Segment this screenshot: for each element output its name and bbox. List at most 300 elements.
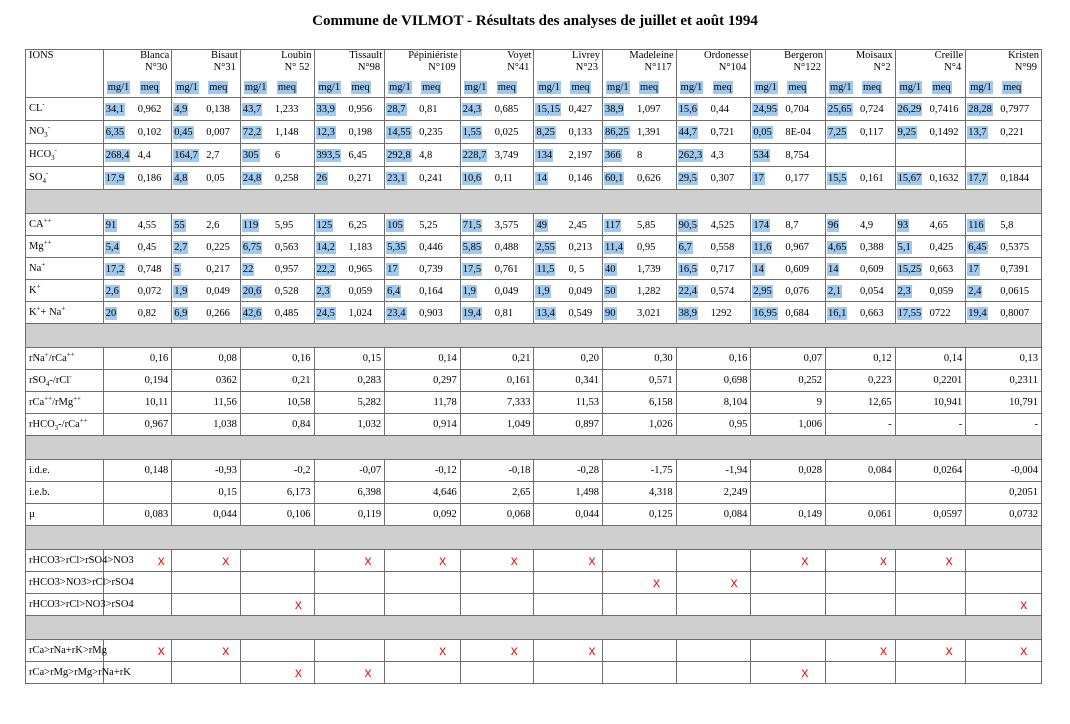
value-cell — [534, 214, 603, 236]
value-meq: 0,11 — [494, 173, 513, 184]
anion-orders-row — [26, 572, 1042, 594]
value-meq: 5,95 — [274, 220, 294, 231]
ratio-value: 0,252 — [751, 370, 826, 392]
value-mg: 2,6 — [105, 286, 119, 297]
value-mg: 24,95 — [753, 104, 777, 115]
site-name: Loubin — [281, 50, 312, 61]
value-meq: 0,1844 — [1000, 173, 1030, 184]
value-cell — [240, 121, 314, 144]
value-meq: 0,663 — [929, 264, 954, 275]
value-cell — [172, 280, 241, 302]
value-meq: 6 — [274, 150, 281, 161]
site-name: Moisaux — [855, 50, 893, 61]
value-meq: 0,5375 — [1000, 242, 1030, 253]
separator — [26, 526, 1042, 550]
ratio-base: rHCO — [29, 418, 55, 430]
value-meq: 4,3 — [710, 150, 724, 161]
value-meq: 0,1492 — [929, 127, 959, 138]
ion-charge: - — [45, 169, 49, 178]
value-meq: 2,45 — [568, 220, 587, 231]
separator — [26, 190, 1042, 214]
ratio-value: 5,282 — [314, 392, 385, 414]
row-label — [26, 98, 104, 121]
value-cell — [460, 214, 534, 236]
value-cell — [825, 121, 895, 144]
index-value: 0,092 — [385, 504, 461, 526]
value-mg: 93 — [897, 220, 909, 231]
value-cell — [603, 167, 677, 190]
ratio-base: rCa — [29, 396, 45, 408]
mark-cell — [751, 594, 826, 616]
value-mg: 2,95 — [753, 286, 772, 297]
value-meq: 0,225 — [206, 242, 230, 253]
value-meq: 0,903 — [419, 308, 443, 319]
mark-cell — [676, 662, 751, 684]
value-cell — [534, 236, 603, 258]
unit-labels — [107, 81, 169, 94]
site-header — [895, 50, 966, 98]
index-value: -1,75 — [603, 460, 677, 482]
value-meq: 0,025 — [494, 127, 519, 138]
ion-name: K — [29, 306, 37, 318]
red-x-mark: x — [510, 642, 518, 658]
value-cell — [603, 236, 677, 258]
value-cell — [240, 302, 314, 324]
site-name: Bisaut — [211, 50, 238, 61]
ion-subscript: 4 — [42, 177, 46, 186]
value-cell — [603, 280, 677, 302]
value-meq: 0,102 — [137, 127, 162, 138]
ion-charge: - — [54, 146, 58, 155]
value-cell — [534, 258, 603, 280]
row-label — [26, 144, 104, 167]
value-mg: 8,25 — [536, 127, 555, 138]
value-meq: 2,197 — [568, 150, 593, 161]
value-meq: 0,054 — [859, 286, 884, 297]
value-meq: 4,525 — [710, 220, 735, 231]
red-x-mark: x — [222, 642, 230, 658]
value-cell — [751, 167, 826, 190]
value-mg: 305 — [242, 150, 259, 161]
value-mg: 71,5 — [462, 220, 482, 231]
value-mg: 60,1 — [605, 173, 624, 184]
index-value: 0,119 — [314, 504, 385, 526]
value-cell — [966, 280, 1042, 302]
value-cell — [603, 144, 677, 167]
value-mg: 14,55 — [387, 127, 411, 138]
index-value: 2,249 — [676, 482, 751, 504]
value-meq: 0,446 — [419, 242, 443, 253]
ratio-value: 0,14 — [385, 348, 461, 370]
index-value: -0,18 — [460, 460, 534, 482]
mark-cell — [385, 640, 461, 662]
value-cell — [825, 98, 895, 121]
value-meq: 0,549 — [568, 308, 593, 319]
value-cell — [966, 236, 1042, 258]
value-mg: 5,85 — [462, 242, 482, 253]
order-label: rCa>rNa+rK>rMg — [26, 640, 104, 662]
value-mg: 96 — [827, 220, 839, 231]
value-mg: 42,6 — [242, 308, 262, 319]
unit-labels — [175, 81, 237, 94]
unit-mg: mg/1 — [755, 82, 777, 93]
index-value: -0,07 — [314, 460, 385, 482]
site-name: Livrey — [572, 50, 601, 61]
value-cell — [240, 167, 314, 190]
value-meq: 0,241 — [419, 173, 443, 184]
value-cell — [385, 302, 461, 324]
index-value: 0,084 — [825, 460, 895, 482]
value-cell — [240, 280, 314, 302]
order-label: rHCO3>rCl>rSO4>NO3 — [26, 550, 104, 572]
value-mg: 6,35 — [105, 127, 125, 138]
ratio-index: ++ — [44, 394, 53, 402]
value-mg: 105 — [387, 220, 403, 231]
value-meq: 0,217 — [206, 264, 230, 275]
row-label — [26, 121, 104, 144]
value-cell — [460, 167, 534, 190]
mark-cell — [895, 572, 966, 594]
ratio-value: - — [825, 414, 895, 436]
index-value: 0,125 — [603, 504, 677, 526]
value-mg: 90,5 — [678, 220, 698, 231]
unit-labels — [388, 81, 457, 94]
value-meq: 0,957 — [274, 264, 299, 275]
value-cell — [103, 280, 172, 302]
value-cell — [534, 121, 603, 144]
value-mg: 6,45 — [968, 242, 987, 253]
value-meq: 0,609 — [785, 264, 809, 275]
mark-cell — [172, 640, 241, 662]
value-meq: 0,161 — [859, 173, 884, 184]
value-mg: 15,5 — [827, 173, 847, 184]
value-mg: 17,9 — [105, 173, 125, 184]
value-mg: 17,55 — [897, 308, 922, 319]
value-cell — [314, 214, 385, 236]
mark-cell — [895, 640, 966, 662]
ratio-base: rSO — [29, 374, 46, 386]
index-value: 0,061 — [825, 504, 895, 526]
ratio-divisor: /rMg — [52, 396, 74, 408]
ratio-value: 7,333 — [460, 392, 534, 414]
value-mg: 5,1 — [897, 242, 911, 253]
mark-cell — [103, 550, 172, 572]
value-cell — [966, 98, 1042, 121]
value-cell — [385, 258, 461, 280]
mark-cell — [751, 662, 826, 684]
mark-cell — [460, 550, 534, 572]
value-mg: 134 — [536, 150, 553, 161]
unit-mg: mg/1 — [244, 82, 267, 93]
unit-meq: meq — [571, 82, 590, 93]
mark-cell — [534, 550, 603, 572]
mark-cell — [314, 640, 385, 662]
value-cell — [603, 98, 677, 121]
ratio-value: 0,21 — [240, 370, 314, 392]
value-mg: 268,4 — [105, 150, 130, 161]
value-cell — [534, 167, 603, 190]
mark-cell — [966, 594, 1042, 616]
cation-orders-row — [26, 640, 1042, 662]
value-mg: 262,3 — [678, 150, 703, 161]
unit-meq: meq — [422, 82, 441, 93]
value-cell — [314, 121, 385, 144]
ratio-index: 4 — [45, 379, 50, 388]
value-cell — [172, 258, 241, 280]
ratio-value: 10,791 — [966, 392, 1042, 414]
mark-cell — [895, 662, 966, 684]
site-header — [825, 50, 895, 98]
value-mg: 13,4 — [536, 308, 555, 319]
cations-row — [26, 236, 1042, 258]
value-mg: 16,5 — [678, 264, 698, 275]
value-meq: 0,45 — [137, 242, 157, 253]
red-x-mark: x — [588, 552, 596, 568]
ratio-value: 0,16 — [103, 348, 172, 370]
index-value — [751, 482, 826, 504]
value-meq: 0, 5 — [568, 264, 585, 275]
unit-meq: meq — [932, 82, 951, 93]
value-cell — [103, 144, 172, 167]
value-meq: 0,266 — [206, 308, 230, 319]
ratio-value: 10,58 — [240, 392, 314, 414]
ion-name: HCO — [29, 149, 52, 160]
value-cell — [676, 167, 751, 190]
value-cell — [534, 280, 603, 302]
ratio-value: 0,08 — [172, 348, 241, 370]
value-mg: 22 — [242, 264, 254, 275]
value-mg: 11,5 — [536, 264, 555, 275]
site-number: N°2 — [873, 62, 891, 73]
value-cell — [314, 236, 385, 258]
unit-meq: meq — [140, 82, 159, 93]
value-meq: 0,761 — [494, 264, 519, 275]
value-mg: 22,2 — [316, 264, 335, 275]
ratio-index: + — [44, 350, 49, 358]
value-cell — [676, 258, 751, 280]
red-x-mark: x — [510, 552, 518, 568]
mark-cell — [751, 572, 826, 594]
value-mg: 1,9 — [174, 286, 188, 297]
value-cell — [825, 144, 895, 167]
value-meq: 0,049 — [206, 286, 230, 297]
index-value: 1,498 — [534, 482, 603, 504]
value-mg: 7,25 — [827, 127, 847, 138]
value-mg: 5 — [174, 264, 180, 275]
value-meq: 0,574 — [710, 286, 735, 297]
red-x-mark: x — [439, 552, 447, 568]
value-mg: 5,35 — [387, 242, 406, 253]
value-mg: 25,65 — [827, 104, 852, 115]
value-meq: 1,739 — [637, 264, 661, 275]
unit-meq: meq — [1003, 82, 1022, 93]
ion-subscript: 3 — [44, 131, 48, 140]
ratio-value: 0,13 — [966, 348, 1042, 370]
ratio-value: 1,026 — [603, 414, 677, 436]
value-meq: 0,177 — [785, 173, 809, 184]
mark-cell — [895, 550, 966, 572]
ratio-value: 0,297 — [385, 370, 461, 392]
ratio-charge: ++ — [73, 394, 81, 402]
value-cell — [240, 214, 314, 236]
value-cell — [314, 167, 385, 190]
mark-cell — [603, 550, 677, 572]
value-meq: 0,307 — [710, 173, 735, 184]
value-mg: 2,1 — [827, 286, 842, 297]
mark-cell — [534, 640, 603, 662]
unit-mg: mg/1 — [680, 82, 703, 93]
value-cell — [460, 302, 534, 324]
index-value: 0,0264 — [895, 460, 966, 482]
unit-meq: meq — [209, 82, 228, 93]
value-cell — [314, 98, 385, 121]
separator — [26, 324, 1042, 348]
red-x-mark: x — [364, 552, 372, 568]
value-meq: 0,95 — [637, 242, 656, 253]
separator-row — [26, 616, 1042, 640]
site-header — [603, 50, 677, 98]
value-cell — [103, 214, 172, 236]
value-cell — [825, 236, 895, 258]
value-cell — [240, 236, 314, 258]
header-row — [26, 50, 1042, 98]
value-mg: 24,5 — [316, 308, 335, 319]
value-cell — [103, 236, 172, 258]
site-number: N°99 — [1014, 62, 1037, 73]
ratio-label — [26, 370, 104, 392]
index-value: 0,044 — [172, 504, 241, 526]
value-mg: 14 — [536, 173, 547, 184]
ratio-value: 1,038 — [172, 414, 241, 436]
value-mg: 14 — [753, 264, 764, 275]
site-number: N°117 — [644, 62, 672, 73]
value-meq: 0,721 — [710, 127, 735, 138]
ion-name-2: + Na — [40, 306, 62, 318]
mark-cell — [172, 550, 241, 572]
red-x-mark: x — [879, 642, 887, 658]
ratio-divisor: -/rCa — [58, 418, 80, 430]
index-value: 0,044 — [534, 504, 603, 526]
ratio-value: 0,15 — [314, 348, 385, 370]
ions-header: IONS — [26, 50, 104, 98]
mark-cell — [103, 594, 172, 616]
value-meq: 0,8007 — [1000, 308, 1030, 319]
mark-cell — [603, 572, 677, 594]
index-value: 4,646 — [385, 482, 461, 504]
value-cell — [825, 167, 895, 190]
order-label: rCa>rMg>rMg>rNa+rK — [26, 662, 104, 684]
ratio-value: 0,07 — [751, 348, 826, 370]
anion-orders-row — [26, 550, 1042, 572]
value-meq: 1,391 — [637, 127, 661, 138]
red-x-mark: x — [222, 552, 230, 568]
index-value: 0,0597 — [895, 504, 966, 526]
ratio-row — [26, 370, 1042, 392]
value-meq: 8E-04 — [785, 127, 811, 138]
value-cell — [966, 167, 1042, 190]
red-x-mark: x — [439, 642, 447, 658]
anions-row — [26, 121, 1042, 144]
value-cell — [172, 302, 241, 324]
ratio-label — [26, 392, 104, 414]
ratio-label — [26, 414, 104, 436]
mark-cell — [460, 594, 534, 616]
value-mg: 534 — [753, 150, 770, 161]
value-meq: 0,967 — [785, 242, 809, 253]
value-mg: 16,95 — [753, 308, 777, 319]
value-mg: 55 — [174, 220, 185, 231]
value-cell — [895, 167, 966, 190]
value-mg: 11,6 — [753, 242, 772, 253]
mark-cell — [966, 662, 1042, 684]
value-mg: 1,55 — [462, 127, 482, 138]
red-x-mark: x — [294, 664, 302, 680]
index-value — [103, 482, 172, 504]
value-cell — [240, 98, 314, 121]
site-number: N°104 — [718, 62, 747, 73]
value-cell — [385, 144, 461, 167]
separator — [26, 616, 1042, 640]
ratio-value: 0,194 — [103, 370, 172, 392]
value-cell — [676, 214, 751, 236]
value-mg: 17,7 — [968, 173, 987, 184]
value-mg: 17 — [968, 264, 979, 275]
unit-mg: mg/1 — [464, 82, 487, 93]
value-cell — [676, 302, 751, 324]
ratio-value: 0,16 — [676, 348, 751, 370]
index-value: 0,2051 — [966, 482, 1042, 504]
mark-cell — [966, 550, 1042, 572]
value-meq: 4,8 — [419, 150, 433, 161]
value-mg: 50 — [605, 286, 616, 297]
unit-mg: mg/1 — [389, 82, 411, 93]
value-mg: 38,9 — [605, 104, 624, 115]
mark-cell — [676, 550, 751, 572]
mark-cell — [460, 640, 534, 662]
mark-cell — [825, 550, 895, 572]
value-meq: 4,9 — [859, 220, 874, 231]
ratio-charge: ++ — [66, 350, 75, 358]
site-name: Kristen — [1008, 50, 1039, 61]
separator-row — [26, 526, 1042, 550]
value-meq: 1,148 — [274, 127, 299, 138]
ratio-value: - — [895, 414, 966, 436]
value-meq: 0,007 — [206, 127, 230, 138]
unit-mg: mg/1 — [899, 82, 922, 93]
ratio-value: 1,049 — [460, 414, 534, 436]
unit-mg: mg/1 — [176, 82, 198, 93]
ratio-value: 0,2201 — [895, 370, 966, 392]
red-x-mark: x — [1020, 596, 1028, 612]
ratio-value: 0,16 — [240, 348, 314, 370]
value-mg: 29,5 — [678, 173, 698, 184]
site-name: Bergeron — [784, 50, 823, 61]
mark-cell — [751, 640, 826, 662]
value-mg: 6,75 — [242, 242, 262, 253]
value-mg: 15,6 — [678, 104, 698, 115]
mark-cell — [314, 662, 385, 684]
site-name: Voyet — [507, 50, 532, 61]
value-mg: 24,8 — [242, 173, 262, 184]
ratio-value: 12,65 — [825, 392, 895, 414]
ratio-value: 0,20 — [534, 348, 603, 370]
value-mg: 49 — [536, 220, 547, 231]
value-mg: 17,2 — [105, 264, 125, 275]
value-mg: 5,4 — [105, 242, 119, 253]
site-header — [172, 50, 241, 98]
unit-labels — [680, 81, 748, 94]
value-mg: 6,9 — [174, 308, 188, 319]
